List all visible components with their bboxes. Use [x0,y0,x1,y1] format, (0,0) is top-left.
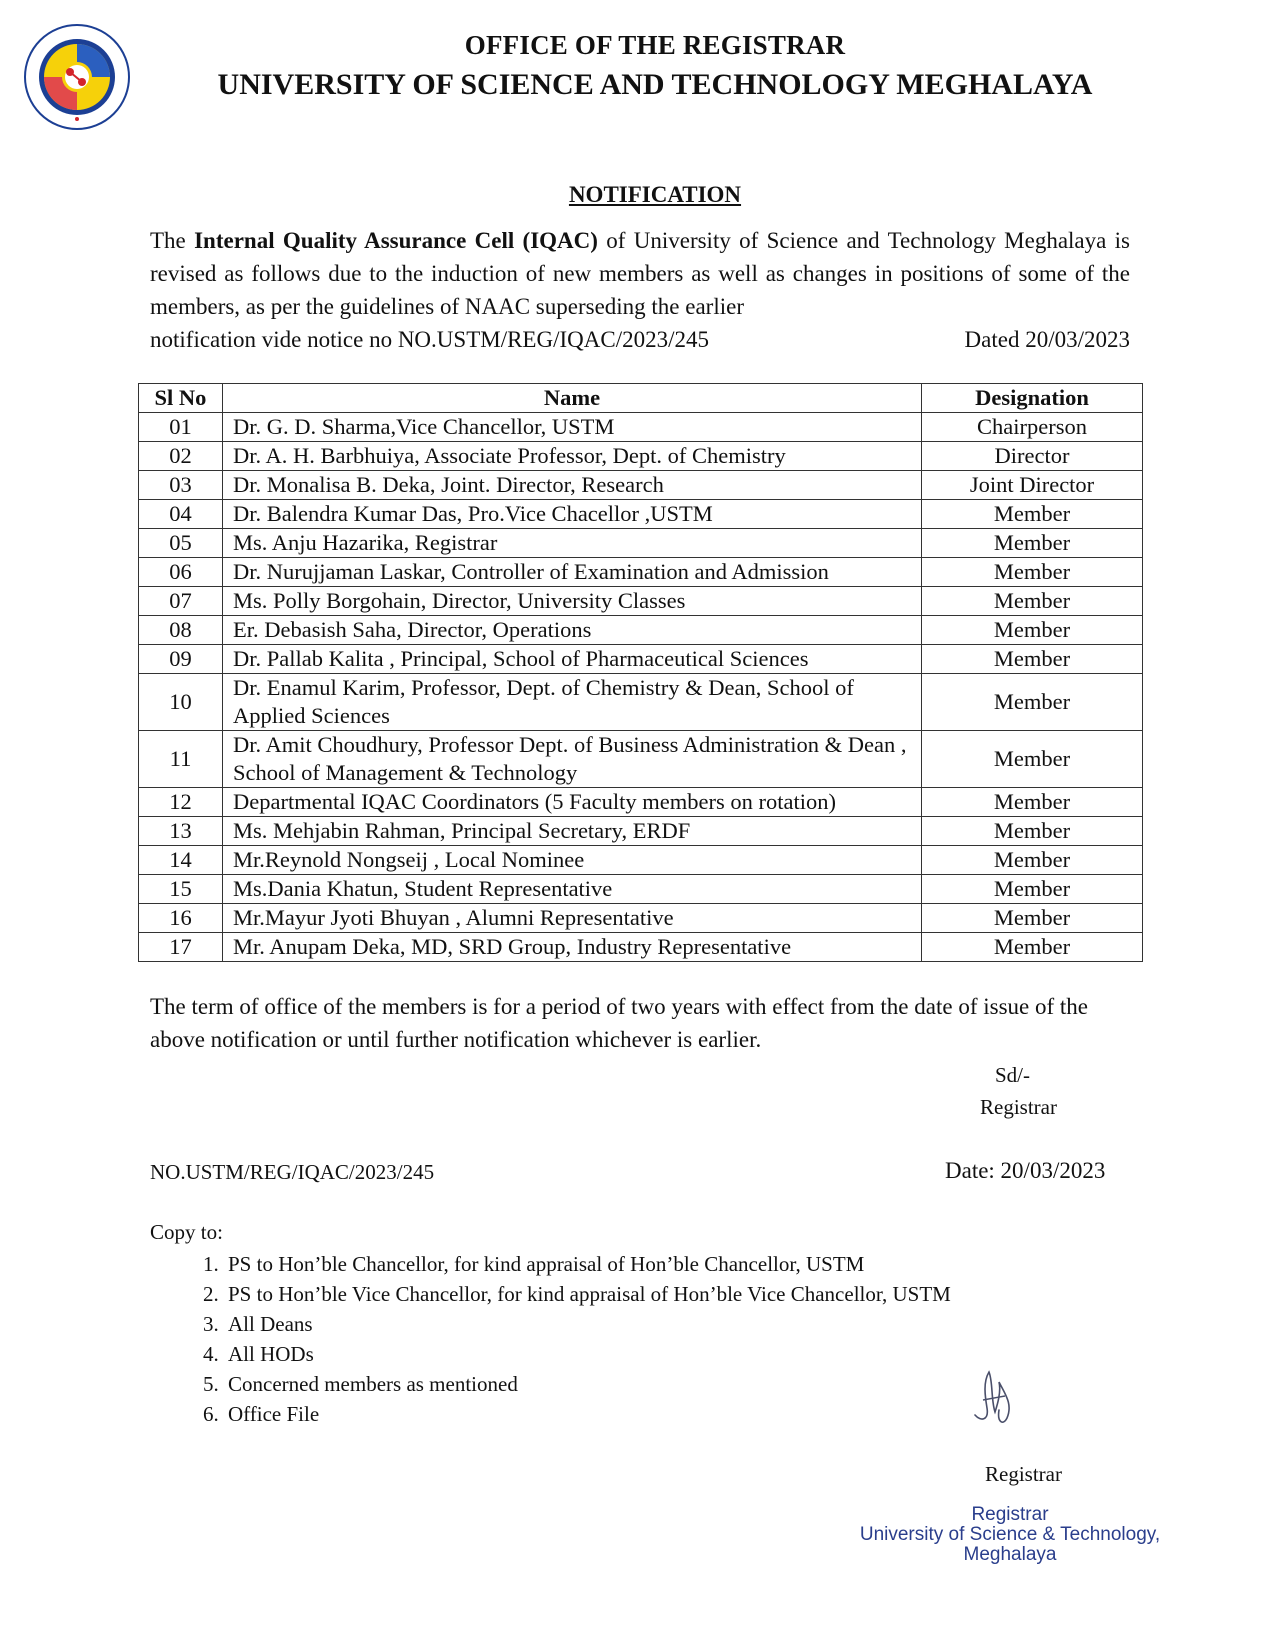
row-sl: 15 [139,875,223,904]
row-designation: Member [922,529,1143,558]
reference-number: NO.USTM/REG/IQAC/2023/245 [150,1160,435,1184]
table-row [139,529,1143,558]
notification-title: NOTIFICATION [568,182,742,207]
stamp-line3: Meghalaya [963,1544,1057,1565]
stamp-line1: Registrar [971,1504,1049,1525]
row-sl: 11 [139,731,223,788]
row-name: Ms. Polly Borgohain, Director, University Classes [223,587,922,616]
intro-notice-ref: notification vide notice no NO.USTM/REG/IQAC/2023/245 [150,327,709,352]
row-designation: Member [922,616,1143,645]
table-row [139,587,1143,616]
row-designation: Member [922,645,1143,674]
list-item: 4. All HODs [224,1339,951,1369]
intro-paragraph [150,224,1130,356]
row-designation: Member [922,558,1143,587]
row-name: Dr. A. H. Barbhuiya, Associate Professor, Dept. of Chemistry [223,442,922,471]
row-sl: 12 [139,788,223,817]
row-sl: 03 [139,471,223,500]
table-row [139,731,1143,788]
row-sl: 05 [139,529,223,558]
copy-to-list [150,1249,951,1429]
row-sl: 13 [139,817,223,846]
university-title: UNIVERSITY OF SCIENCE AND TECHNOLOGY MEGHALAYA [217,68,1093,101]
intro-bold: Internal Quality Assurance Cell (IQAC) [194,228,598,253]
row-name: Dr. Amit Choudhury, Professor Dept. of Business Administration & Dean , School of Management & Technology [223,731,922,788]
row-sl: 02 [139,442,223,471]
row-name: Dr. Balendra Kumar Das, Pro.Vice Chacellor ,USTM [223,500,922,529]
list-item: 5. Concerned members as mentioned [224,1369,951,1399]
row-name: Dr. Enamul Karim, Professor, Dept. of Chemistry & Dean, School of Applied Sciences [223,674,922,731]
list-item: 3. All Deans [224,1309,951,1339]
term-paragraph: The term of office of the members is for a period of two years with effect from the date of issue of the above notification or until further notification whichever is earlier. [150,994,1088,1052]
list-item: 1. PS to Hon’ble Chancellor, for kind appraisal of Hon’ble Chancellor, USTM [224,1249,951,1279]
table-row [139,471,1143,500]
row-name: Mr.Mayur Jyoti Bhuyan , Alumni Representative [223,904,922,933]
row-name: Ms. Anju Hazarika, Registrar [223,529,922,558]
list-item: 6. Office File [224,1399,951,1429]
sd-label: Sd/- [995,1063,1031,1087]
row-sl: 09 [139,645,223,674]
table-row [139,933,1143,962]
list-item: 2. PS to Hon’ble Vice Chancellor, for kind appraisal of Hon’ble Vice Chancellor, USTM [224,1279,951,1309]
handwritten-signature [955,1360,1035,1440]
office-title: OFFICE OF THE REGISTRAR [464,30,846,60]
table-row [139,904,1143,933]
row-designation: Member [922,788,1143,817]
row-name: Ms.Dania Khatun, Student Representative [223,875,922,904]
row-sl: 06 [139,558,223,587]
row-designation: Director [922,442,1143,471]
row-designation: Joint Director [922,471,1143,500]
row-name: Mr.Reynold Nongseij , Local Nominee [223,846,922,875]
row-name: Departmental IQAC Coordinators (5 Faculty members on rotation) [223,788,922,817]
table-row [139,413,1143,442]
row-name: Dr. Pallab Kalita , Principal, School of Pharmaceutical Sciences [223,645,922,674]
row-designation: Member [922,875,1143,904]
header-sl: Sl No [139,384,223,413]
table-row [139,817,1143,846]
row-designation: Member [922,904,1143,933]
intro-last-line [150,323,1130,356]
header-designation: Designation [922,384,1143,413]
row-sl: 01 [139,413,223,442]
row-designation: Member [922,817,1143,846]
registrar-stamp [840,1505,1180,1565]
table-row [139,500,1143,529]
row-name: Dr. G. D. Sharma,Vice Chancellor, USTM [223,413,922,442]
reference-date: Date: 20/03/2023 [945,1158,1106,1183]
intro-pre: The [150,228,195,253]
row-designation: Member [922,500,1143,529]
row-sl: 14 [139,846,223,875]
row-designation: Member [922,587,1143,616]
row-name: Mr. Anupam Deka, MD, SRD Group, Industry Representative [223,933,922,962]
registrar-signature-title: Registrar [985,1462,1062,1486]
table-row [139,442,1143,471]
row-sl: 04 [139,500,223,529]
intro-post: of University of Science and Technology Meghalaya is revised as follows due to the induction of new members as well as changes in positions of some of the members, as per the guidelines of NAAC superseding the earlier [150,228,1130,319]
copy-to-label: Copy to: [150,1220,223,1244]
row-designation: Member [922,674,1143,731]
row-name: Er. Debasish Saha, Director, Operations [223,616,922,645]
registrar-label: Registrar [980,1095,1057,1119]
row-name: Dr. Nurujjaman Laskar, Controller of Examination and Admission [223,558,922,587]
stamp-line2: University of Science & Technology, [859,1524,1161,1545]
table-row [139,846,1143,875]
row-designation: Member [922,933,1143,962]
table-row [139,674,1143,731]
row-designation: Member [922,846,1143,875]
row-sl: 07 [139,587,223,616]
table-row [139,558,1143,587]
table-row [139,875,1143,904]
row-name: Dr. Monalisa B. Deka, Joint. Director, Research [223,471,922,500]
row-sl: 17 [139,933,223,962]
intro-dated: Dated 20/03/2023 [964,327,1130,352]
row-designation: Member [922,731,1143,788]
table-row [139,645,1143,674]
row-sl: 10 [139,674,223,731]
row-designation: Chairperson [922,413,1143,442]
header-name: Name [223,384,922,413]
row-name: Ms. Mehjabin Rahman, Principal Secretary, ERDF [223,817,922,846]
table-row [139,616,1143,645]
row-sl: 08 [139,616,223,645]
table-row [139,788,1143,817]
table-header-row [139,384,1143,413]
members-table [138,383,1143,962]
row-sl: 16 [139,904,223,933]
